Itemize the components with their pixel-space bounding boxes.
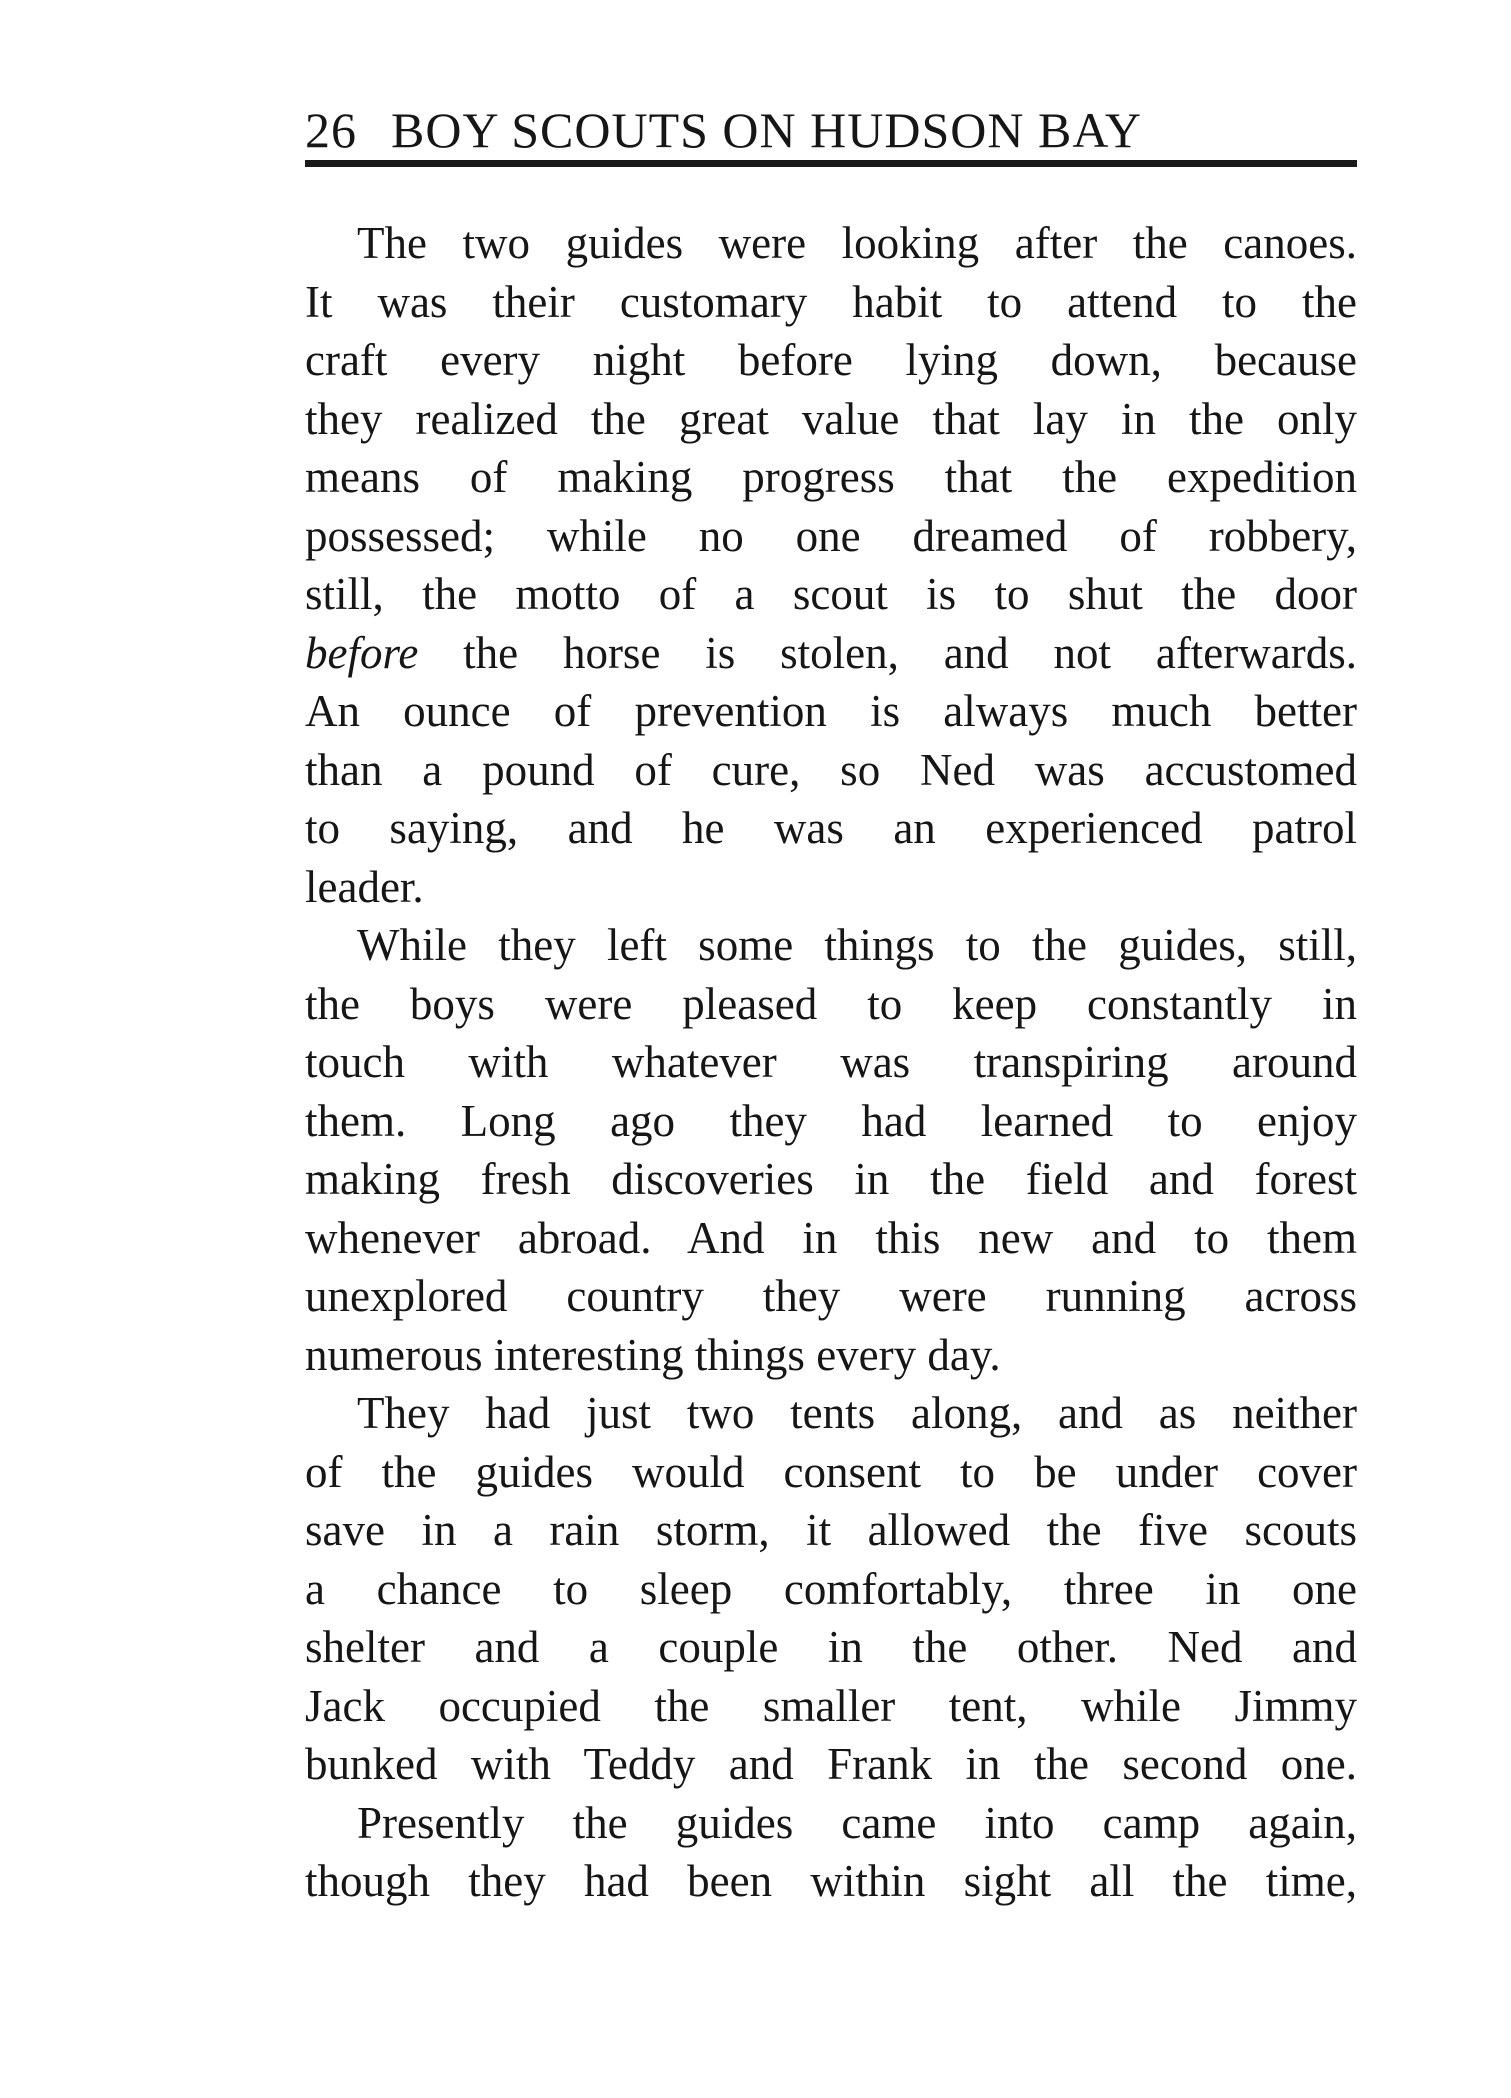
text-line: Presently the guides came into camp again, xyxy=(357,1797,1357,1848)
text-line: them. Long ago they had learned to enjoy xyxy=(305,1095,1357,1146)
text-line: The two guides were looking after the canoes. xyxy=(357,218,1357,268)
text-line: shelter and a couple in the other. Ned and xyxy=(305,1622,1357,1672)
text-line: making fresh discoveries in the field and forest xyxy=(305,1154,1357,1204)
text-line: though they had been within sight all the time, xyxy=(305,1856,1357,1906)
text-line-rest: the horse is stolen, and not afterwards. xyxy=(418,627,1357,678)
header-rule xyxy=(305,160,1357,167)
text-line: the boys were pleased to keep constantly in xyxy=(305,978,1357,1029)
paragraph xyxy=(305,916,1357,1384)
paragraph xyxy=(305,1384,1357,1794)
running-title: BOY SCOUTS ON HUDSON BAY xyxy=(391,102,1142,158)
text-line: still, the motto of a scout is to shut the door xyxy=(305,569,1357,619)
text-line: unexplored country they were running across xyxy=(305,1271,1357,1321)
text-line: An ounce of prevention is always much better xyxy=(305,686,1357,736)
text-line: Jack occupied the smaller tent, while Jimmy xyxy=(305,1680,1357,1731)
text-line: save in a rain storm, it allowed the five scouts xyxy=(305,1505,1357,1555)
paragraph xyxy=(305,1794,1357,1911)
text-line: of the guides would consent to be under cover xyxy=(305,1446,1357,1497)
text-line: numerous interesting things every day. xyxy=(305,1329,1001,1380)
body-text xyxy=(305,214,1357,1911)
italic-word: before xyxy=(305,627,419,678)
text-line: than a pound of cure, so Ned was accustomed xyxy=(305,744,1357,795)
page-number: 26 xyxy=(305,102,357,158)
text-line: While they left some things to the guides, still, xyxy=(357,920,1357,970)
text-line: means of making progress that the expedition xyxy=(305,452,1357,502)
paragraph xyxy=(305,214,1357,916)
text-line: a chance to sleep comfortably, three in one xyxy=(305,1563,1357,1614)
text-line: possessed; while no one dreamed of robbery, xyxy=(305,510,1357,561)
text-line: to saying, and he was an experienced patrol xyxy=(305,803,1357,853)
text-line: It was their customary habit to attend to the xyxy=(305,276,1357,327)
text-line: leader. xyxy=(305,861,424,912)
text-line: touch with whatever was transpiring around xyxy=(305,1037,1357,1087)
text-line: they realized the great value that lay in the only xyxy=(305,393,1357,444)
text-line: craft every night before lying down, because xyxy=(305,335,1357,385)
text-line xyxy=(305,624,1357,683)
text-line: They had just two tents along, and as neither xyxy=(357,1388,1357,1438)
text-line: bunked with Teddy and Frank in the second one. xyxy=(305,1739,1357,1789)
text-line: whenever abroad. And in this new and to them xyxy=(305,1212,1357,1263)
